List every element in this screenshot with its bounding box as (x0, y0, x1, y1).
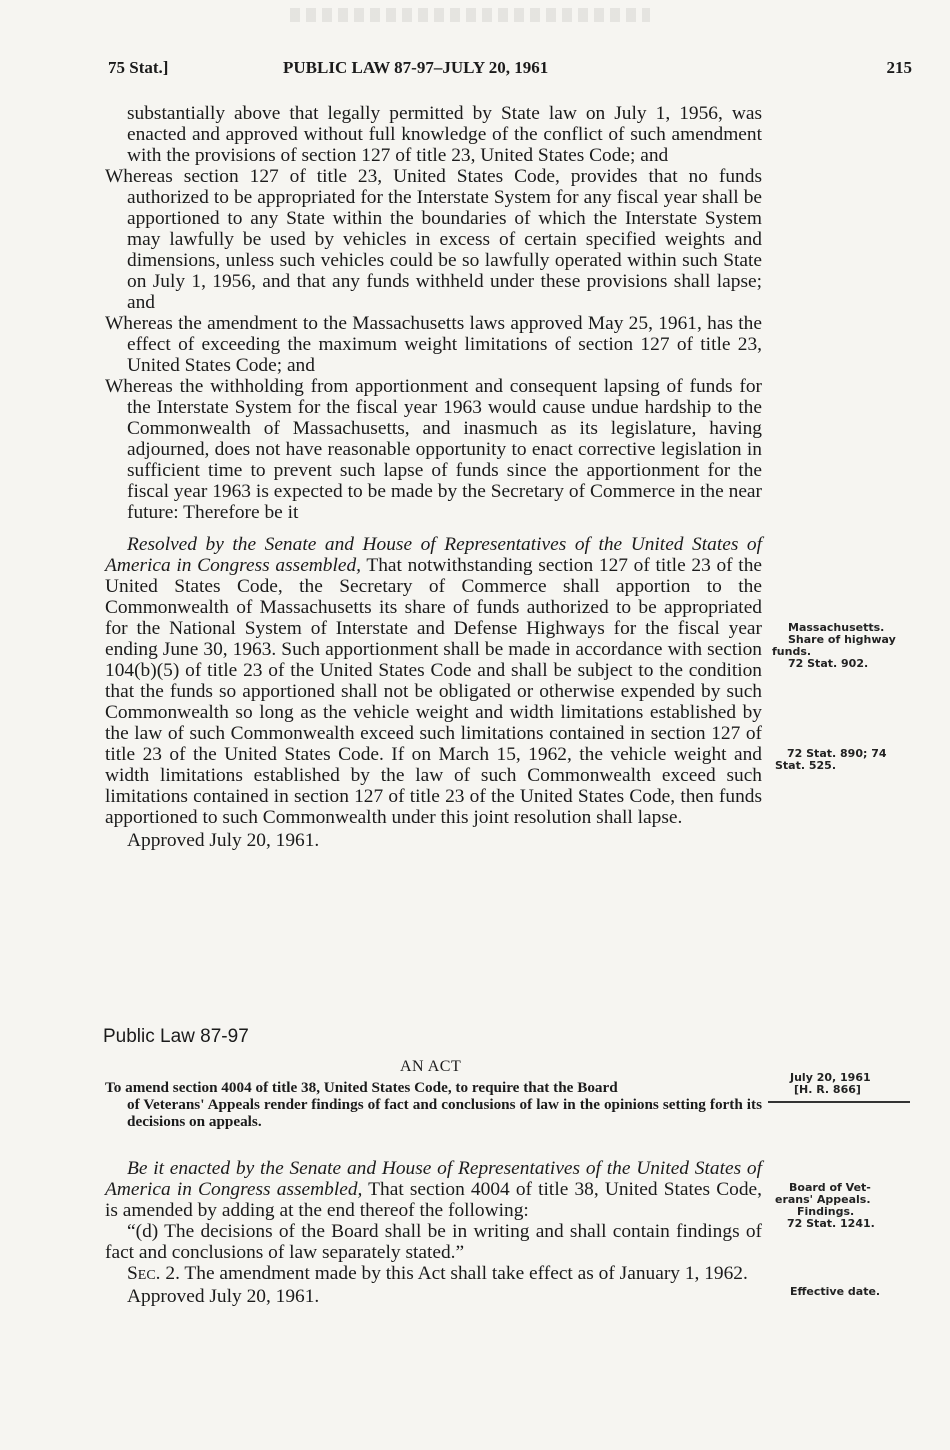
an-act-heading: AN ACT (400, 1058, 462, 1075)
act-body (105, 1158, 762, 1307)
whereas-clause: Whereas section 127 of title 23, United States Code, provides that no funds authorized to be appropriated for the Interstate System for any fiscal year shall be apportioned to any State within the boundaries of which the Interstate System may lawfully be used by vehicles in excess of certain specified weights and dimensions, unless such vehicles could be so lawfully operated within such State on July 1, 1956, and that any funds withheld under these provisions shall lapse; and (105, 166, 762, 313)
note-line: July 20, 1961 (790, 1071, 871, 1084)
margin-rule (768, 1101, 910, 1103)
note-line: 72 Stat. 1241. (787, 1217, 875, 1230)
margin-note-massachusetts (772, 621, 896, 670)
section-2 (105, 1263, 762, 1284)
enacted-text: That section 4004 of title 38, United States Code, is amended by adding at the end thereof the following: (105, 1179, 762, 1221)
quoted-amendment: “(d) The decisions of the Board shall be in writing and shall contain findings of fact and conclusions of law separately stated.” (105, 1221, 762, 1263)
note-line: 72 Stat. 890; 74 (787, 747, 887, 760)
approval-date: Approved July 20, 1961. (127, 830, 320, 851)
purpose-first-line: To amend section 4004 of title 38, United States Code, to require that the Board (105, 1079, 618, 1096)
note-line: funds. (772, 645, 812, 658)
section-2-text: The amendment made by this Act shall take effect as of January 1, 1962. (179, 1263, 748, 1284)
note-line: Board of Vet- (789, 1181, 871, 1194)
margin-note-stat-ref (775, 748, 910, 772)
margin-note-effective (790, 1286, 880, 1298)
section-label: Sec. 2. (127, 1263, 180, 1284)
whereas-clause: Whereas the amendment to the Massachusetts laws approved May 25, 1961, has the effect of exceeding the maximum weight limitations of section 127 of title 23, United States Code; and (105, 313, 762, 376)
note-line: [H. R. 866] (794, 1083, 861, 1096)
note-line: Effective date. (790, 1285, 881, 1298)
header-volume: 75 Stat.] (108, 58, 169, 77)
act-purpose (105, 1079, 762, 1130)
margin-note-board (775, 1182, 910, 1230)
resolved-clause (105, 534, 762, 828)
resolved-italic: Resolved by the Senate and House of Representatives of the United States of America in Congress assembled, (105, 534, 762, 576)
whereas-clause: Whereas the withholding from apportionment and consequent lapsing of funds for the Interstate System for the fiscal year 1963 would cause undue hardship to the Commonwealth of Massachusetts, and inasmuch as its legislature, having adjourned, does not have reasonable opportunity to enact corrective legislation in sufficient time to prevent such lapse of funds since the apportionment for the fiscal year 1963 is expected to be made by the Secretary of Commerce in the near future: Therefore be it (105, 376, 762, 523)
note-line: erans' Appeals. (775, 1193, 871, 1206)
purpose-continuation: of Veterans' Appeals render findings of fact and conclusions of law in the opinions setting forth its decisions on appeals. (127, 1096, 762, 1130)
note-line: Findings. (797, 1205, 855, 1218)
resolved-text: That notwithstanding section 127 of title 23 of the United States Code, the Secretary of Commerce shall apportion to the Commonwealth of Massachusetts its share of funds authorized to be appropriated for the National System of Interstate and Defense Highways for the fiscal year ending June 30, 1963. Such apportionment shall be made in accordance with section 104(b)(5) of title 23 of the United States Code and shall be subject to the condition that the funds so apportioned shall not be obligated or otherwise expended by such Commonwealth so long as the vehicle weight and width limitations established by the law of such Commonwealth exceed such limitations contained in section 127 of title 23 of the United States Code. If on March 15, 1962, the vehicle weight and width limitations established by the law of such Commonwealth exceed such limitations contained in section 127 of title 23 of the United States Code, then funds apportioned to such Commonwealth under this joint resolution shall lapse. (105, 555, 762, 828)
margin-note-date (790, 1072, 871, 1096)
paragraph-continuation: substantially above that legally permitted by State law on July 1, 1956, was enacted and approved without full knowledge of the conflict of such amendment with the provisions of section 127 of title 23, United States Code; and (127, 103, 762, 166)
bleed-through-mark (290, 8, 650, 22)
header-title: PUBLIC LAW 87-97–JULY 20, 1961 (283, 58, 549, 77)
header-page-number: 215 (886, 58, 912, 77)
note-line: 72 Stat. 902. (788, 657, 869, 670)
note-line: Share of highway (788, 633, 896, 646)
resolution-body (105, 103, 762, 851)
enacting-clause (105, 1158, 762, 1221)
note-line: Stat. 525. (775, 759, 837, 772)
approval-date: Approved July 20, 1961. (127, 1286, 320, 1307)
page-header (108, 58, 912, 84)
enacted-italic: Be it enacted by the Senate and House of Representatives of the United States of America in Congress assembled, (105, 1158, 762, 1200)
public-law-title: Public Law 87-97 (103, 1026, 249, 1047)
note-line: Massachusetts. (788, 621, 885, 634)
